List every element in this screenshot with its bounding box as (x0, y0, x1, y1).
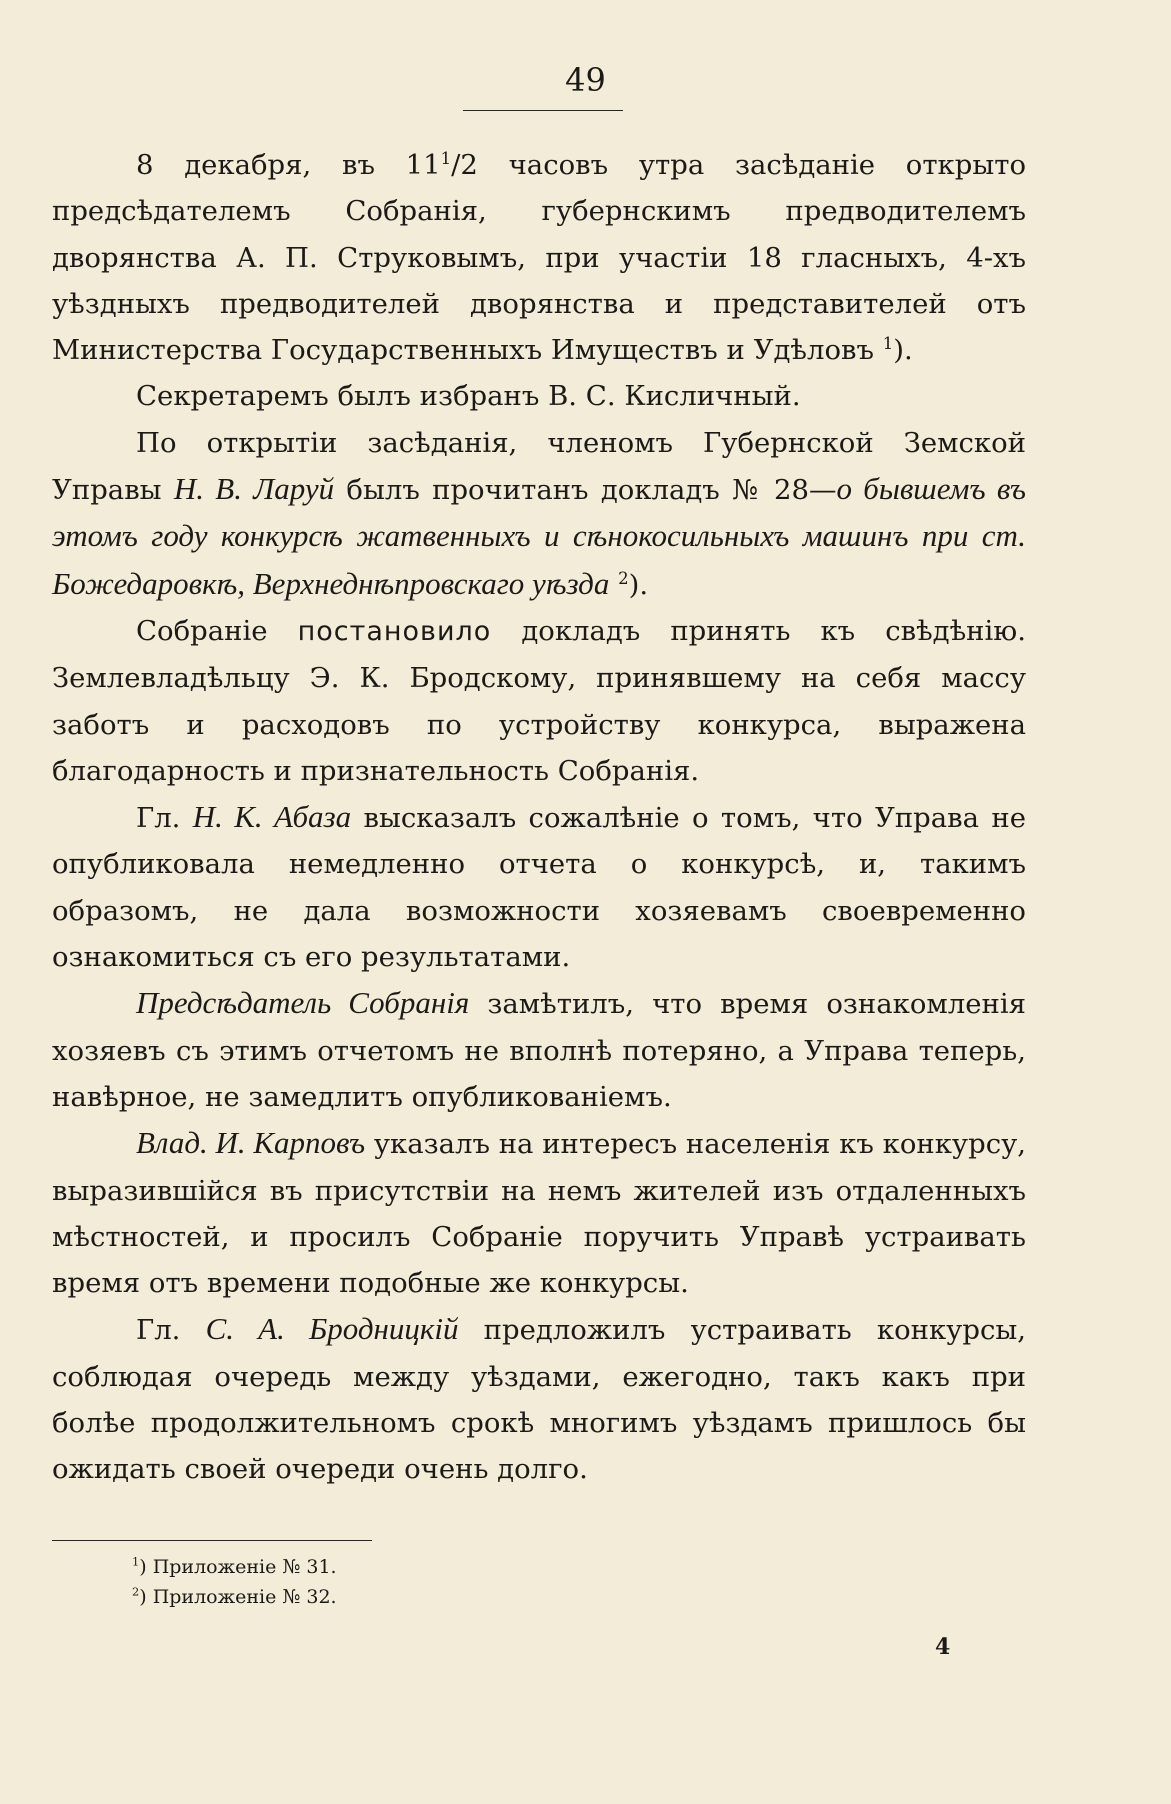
text: замѣтилъ, что время ознакомленія хозяевъ съ этимъ отчетомъ не вполнѣ потеряно, а Управа теперь, навѣрное, не замедлитъ опубликованіемъ. (52, 988, 1026, 1113)
header-rule (463, 110, 623, 111)
paragraph-6 (52, 980, 1026, 1120)
text: былъ прочитанъ докладъ № 28— (334, 474, 837, 507)
footnote-mark: 1 (132, 1554, 140, 1569)
text: /2 часовъ утра засѣданіе открыто предсѣдателемъ Собранія, губернскимъ предводителемъ дворянства А. П. Струковымъ, при участіи 18 гласныхъ, 4-хъ уѣздныхъ предводителей дворянства и представителей отъ Министерства Государственныхъ Имуществъ и Удѣловъ (52, 149, 1026, 367)
footnote-text: ) Приложеніе № 32. (139, 1586, 337, 1608)
person-name: Н. В. Ларуй (173, 471, 335, 507)
fraction-numerator: 1 (440, 148, 452, 168)
paragraph-5 (52, 794, 1026, 980)
person-name: Предсѣдатель Собранія (136, 985, 470, 1021)
body-text (52, 142, 1026, 1493)
text: докладъ принять къ свѣдѣнію. Землевладѣльцу Э. К. Бродскому, принявшему на себя массу заботъ и расходовъ по устройству конкурса, выражена благодарность и признательность Собранія. (52, 614, 1026, 787)
page-number: 49 (565, 61, 606, 99)
paragraph-1 (52, 142, 1026, 373)
footnotes (132, 1552, 337, 1612)
footnote-2 (132, 1582, 337, 1612)
text: указалъ на интересъ населенія къ конкурсу, выразившійся въ присутствіи на немъ жителей изъ отдаленныхъ мѣстностей, и просилъ Собраніе поручить Управѣ устраивать время отъ времени подобные же конкурсы. (52, 1128, 1027, 1300)
paragraph-8 (52, 1306, 1026, 1492)
text: предложилъ устраивать конкурсы, соблюдая очередь между уѣздами, ежегодно, такъ какъ при болѣе продолжительномъ срокѣ многимъ уѣздамъ пришлось бы ожидать своей очереди очень долго. (52, 1314, 1026, 1486)
footnote-mark: 2 (132, 1584, 140, 1599)
report-title: о бывшемъ въ этомъ году конкурсѣ жатвенныхъ и сѣнокосильныхъ машинъ при ст. Божедаровкѣ, Верхнеднѣпровскаго уѣзда (52, 471, 1026, 601)
person-name: Н. К. Абаза (192, 799, 352, 835)
resolution-word: постановило (297, 615, 492, 647)
person-name: С. А. Бродницкій (205, 1311, 459, 1347)
text: ). (628, 568, 649, 601)
text: Гл. (136, 802, 193, 835)
footnote-text: ) Приложеніе № 31. (139, 1556, 337, 1578)
footnote-ref: 1 (882, 334, 894, 354)
footnote-ref: 2 (618, 568, 629, 588)
text: высказалъ сожалѣніе о томъ, что Управа не опубликовала немедленно отчета о конкурсѣ, и, такимъ образомъ, не дала возможности хозяевамъ своевременно ознакомиться съ его результатами. (52, 802, 1027, 974)
paragraph-7 (52, 1120, 1026, 1306)
footnote-rule (52, 1540, 372, 1541)
signature-mark: 4 (935, 1634, 951, 1660)
paragraph-2: Секретаремъ былъ избранъ В. С. Кисличный. (136, 380, 801, 413)
paragraph-3 (52, 420, 1026, 608)
footnote-1 (132, 1552, 337, 1582)
text: 8 декабря, въ 11 (136, 149, 441, 181)
text: Собраніе (136, 614, 298, 647)
person-name: Влад. И. Карповъ (136, 1125, 366, 1161)
paragraph-4 (52, 608, 1026, 794)
text: ). (893, 334, 913, 367)
text: По открытіи засѣданія, членомъ Губернской Земской Управы (52, 426, 1026, 507)
text: Гл. (136, 1314, 206, 1347)
